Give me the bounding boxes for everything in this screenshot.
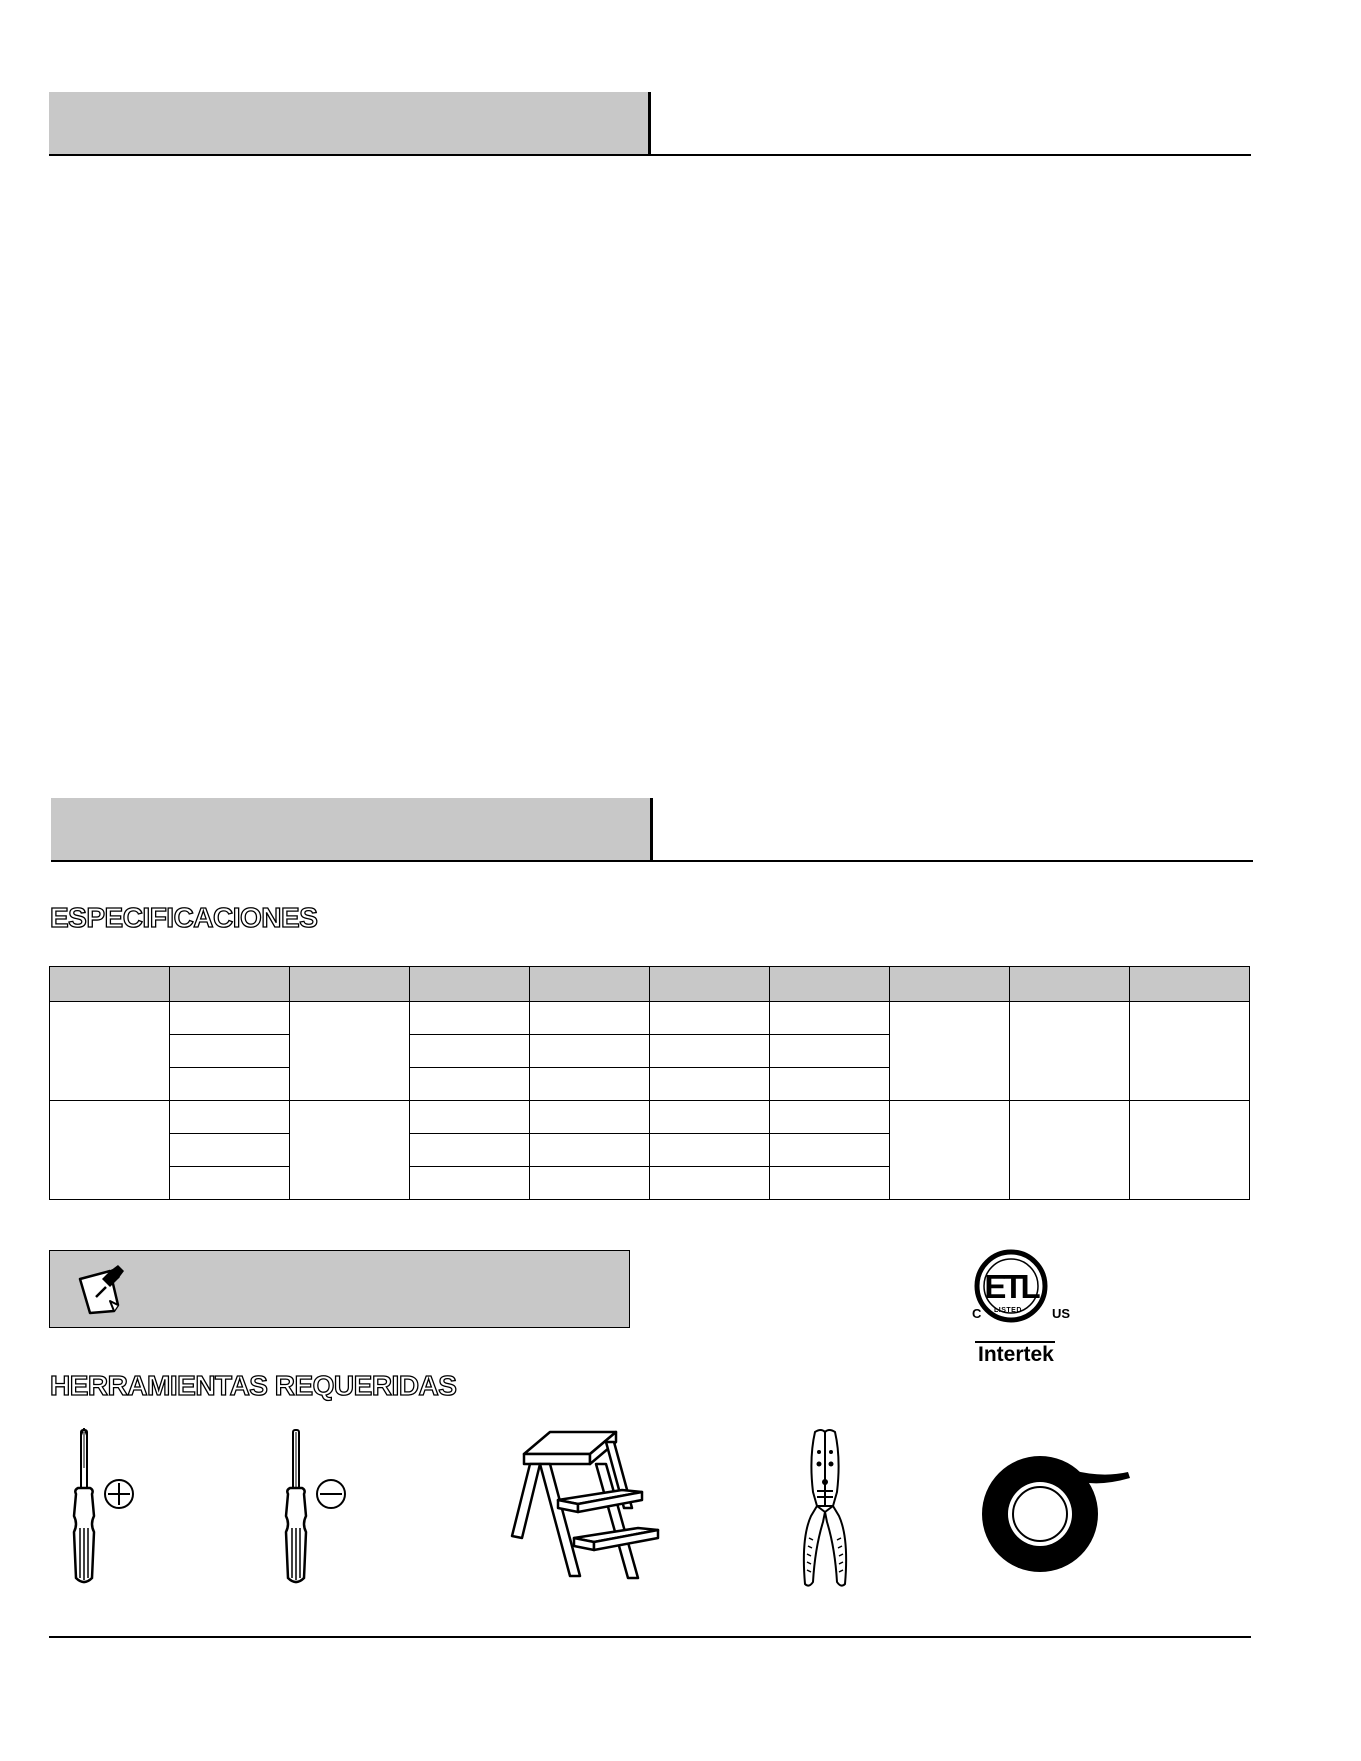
footer-rule — [49, 1636, 1251, 1638]
table-cell — [410, 1101, 530, 1134]
table-cell — [170, 1068, 290, 1101]
table-cell — [650, 1002, 770, 1035]
table-cell — [410, 1068, 530, 1101]
table-cell — [410, 1002, 530, 1035]
table-cell — [530, 1167, 650, 1200]
table-header-cell — [50, 967, 170, 1002]
table-cell — [650, 1101, 770, 1134]
table-cell — [1130, 1101, 1250, 1200]
table-cell — [770, 1035, 890, 1068]
tools-title: HERRAMIENTAS REQUERIDAS — [50, 1370, 457, 1401]
table-cell — [170, 1134, 290, 1167]
certification-listed-label: LISTED — [994, 1307, 1022, 1314]
table-cell — [890, 1101, 1010, 1200]
table-cell — [1010, 1002, 1130, 1101]
wire-stripper-icon — [795, 1428, 865, 1598]
certification-c-label: C — [972, 1306, 982, 1321]
svg-text:ETL: ETL — [984, 1268, 1038, 1305]
table-cell — [770, 1134, 890, 1167]
table-cell — [170, 1035, 290, 1068]
table-cell — [50, 1101, 170, 1200]
specifications-title: ESPECIFICACIONES — [50, 902, 318, 933]
table-row — [50, 1101, 1250, 1134]
table-header-cell — [410, 967, 530, 1002]
table-header-cell — [890, 967, 1010, 1002]
section-header-2 — [51, 798, 651, 860]
flathead-screwdriver-icon — [272, 1428, 372, 1593]
table-header-cell — [170, 967, 290, 1002]
table-header-cell — [1130, 967, 1250, 1002]
certification-us-label: US — [1052, 1306, 1071, 1321]
table-cell — [890, 1002, 1010, 1101]
section-header-2-rule — [51, 860, 1253, 862]
table-cell — [410, 1134, 530, 1167]
table-header-cell — [290, 967, 410, 1002]
table-cell — [530, 1068, 650, 1101]
table-cell — [170, 1101, 290, 1134]
table-cell — [170, 1002, 290, 1035]
table-cell — [650, 1035, 770, 1068]
table-header-cell — [770, 967, 890, 1002]
section-header-1-rule — [49, 154, 1251, 156]
table-cell — [530, 1002, 650, 1035]
table-cell — [530, 1035, 650, 1068]
table-cell — [650, 1134, 770, 1167]
table-cell — [770, 1167, 890, 1200]
section-header-1 — [49, 92, 649, 154]
pushpin-note-icon — [74, 1263, 132, 1322]
table-cell — [770, 1068, 890, 1101]
table-header-cell — [650, 967, 770, 1002]
table-cell — [290, 1002, 410, 1101]
electrical-tape-icon — [982, 1452, 1152, 1577]
specifications-table — [49, 966, 1250, 1200]
table-cell — [770, 1002, 890, 1035]
table-cell — [290, 1101, 410, 1200]
table-cell — [650, 1068, 770, 1101]
table-cell — [170, 1167, 290, 1200]
section-header-2-divider — [650, 798, 653, 862]
note-box — [49, 1250, 630, 1328]
table-cell — [530, 1101, 650, 1134]
table-cell — [650, 1167, 770, 1200]
etl-listed-mark — [935, 1240, 1085, 1370]
table-cell — [1010, 1101, 1130, 1200]
table-cell — [50, 1002, 170, 1101]
certification-brand: Intertek — [978, 1343, 1054, 1366]
table-row — [50, 1002, 1250, 1035]
table-header-row — [50, 967, 1250, 1002]
step-ladder-icon — [510, 1428, 670, 1598]
table-header-cell — [530, 967, 650, 1002]
table-header-cell — [1010, 967, 1130, 1002]
table-cell — [530, 1134, 650, 1167]
phillips-screwdriver-icon — [60, 1428, 160, 1593]
section-header-1-divider — [648, 92, 651, 156]
table-cell — [410, 1167, 530, 1200]
table-cell — [1130, 1002, 1250, 1101]
table-cell — [410, 1035, 530, 1068]
table-cell — [770, 1101, 890, 1134]
